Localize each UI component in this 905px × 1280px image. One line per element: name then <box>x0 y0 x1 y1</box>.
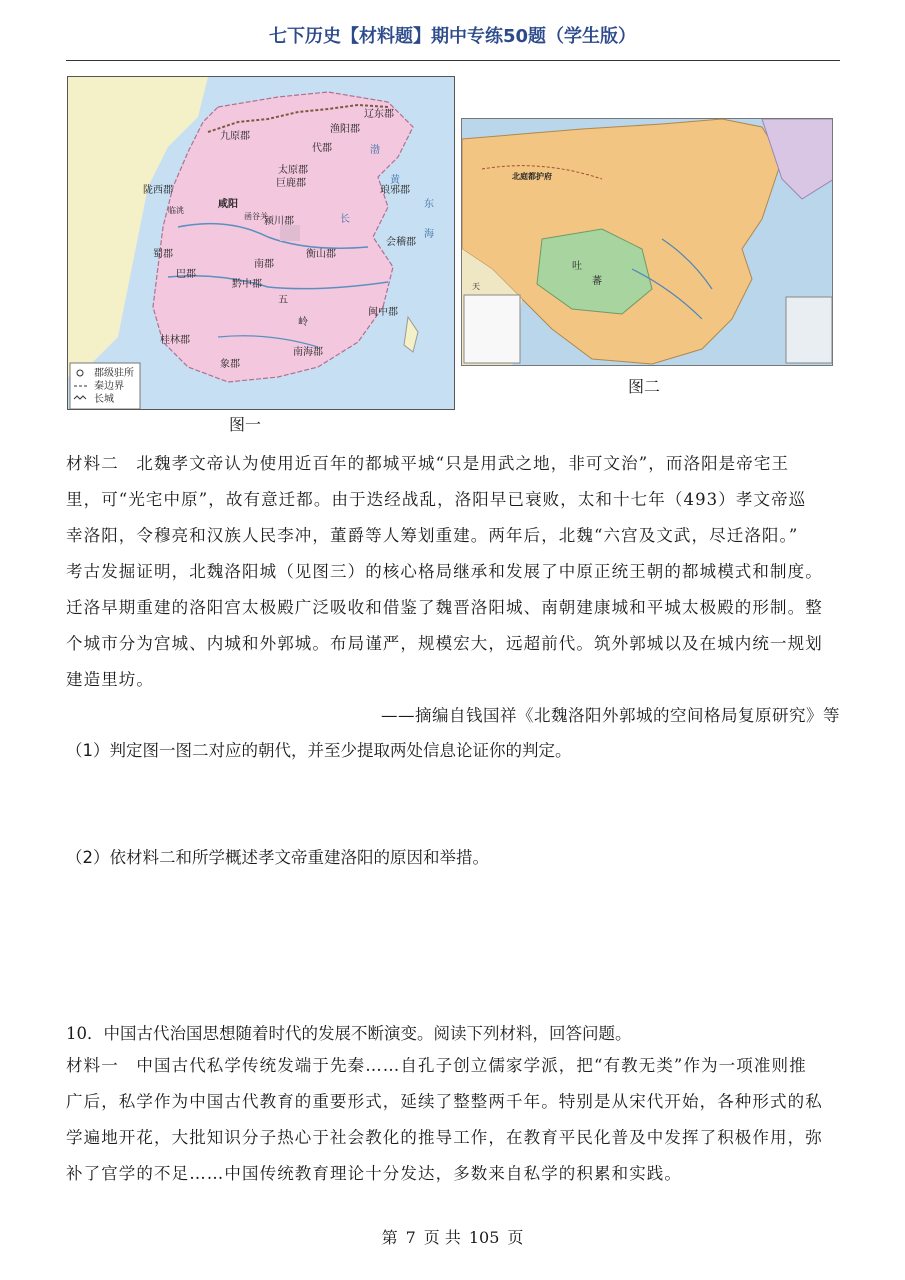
map1-label: 桂林郡 <box>160 335 190 346</box>
map1-label: 函谷关 <box>244 212 268 221</box>
map1-label: 南郡 <box>254 259 274 270</box>
map1-legend <box>70 363 140 409</box>
page-header-title: 七下历史【材料题】期中专练50题（学生版） <box>268 26 637 47</box>
question-10-stem: 10．中国古代治国思想随着时代的发展不断演变。阅读下列材料，回答问题。 <box>66 1024 632 1043</box>
footer-mid: 页 共 <box>423 1228 461 1247</box>
footer-page-number: 7 <box>405 1228 416 1247</box>
map1-label: 象郡 <box>220 359 240 370</box>
text-line: 材料一 中国古代私学传统发端于先秦……自孔子创立儒家学派，把“有教无类”作为一项准则推 <box>66 1056 807 1075</box>
map1-label: 南海郡 <box>293 347 323 358</box>
map1-label: 黔中郡 <box>232 279 262 290</box>
question-1: （1）判定图一图二对应的朝代，并至少提取两处信息论证你的判定。 <box>66 741 572 760</box>
footer-total-pages: 105 <box>468 1228 500 1247</box>
map2-label: 天 <box>472 282 480 291</box>
text-line: 学遍地开花，大批知识分子热心于社会教化的推导工作，在教育平民化普及中发挥了积极作用，弥 <box>66 1128 823 1147</box>
map1-label: 临洮 <box>168 206 184 215</box>
text-line: 里，可“光宅中原”，故有意迁都。由于迭经战乱，洛阳早已衰败，太和十七年（493）孝文帝巡 <box>66 490 807 509</box>
map1-label: 九原郡 <box>220 131 250 142</box>
text-line: 材料二 北魏孝文帝认为使用近百年的都城平城“只是用武之地，非可文治”，而洛阳是帝宅王 <box>66 454 790 473</box>
header-divider <box>66 60 840 61</box>
map1-label: 衡山郡 <box>306 249 336 260</box>
map1-label: 太原郡 <box>278 165 308 176</box>
figure2-tang-map <box>461 118 833 366</box>
question-2: （2）依材料二和所学概述孝文帝重建洛阳的原因和举措。 <box>66 848 489 867</box>
text-line: 幸洛阳，令穆亮和汉族人民李冲，董爵等人筹划重建。两年后，北魏“六宫及文武，尽迁洛阳。” <box>66 526 799 545</box>
footer-suffix: 页 <box>507 1228 524 1247</box>
map1-label: 陇西郡 <box>143 185 173 196</box>
text-line: 迁洛早期重建的洛阳宫太极殿广泛吸收和借鉴了魏晋洛阳城、南朝建康城和平城太极殿的形制。整 <box>66 598 823 617</box>
map1-label: 五 <box>278 295 288 306</box>
map1-label: 海 <box>424 229 434 240</box>
figure2-caption: 图二 <box>628 377 661 396</box>
material2-citation: ——摘编自钱国祥《北魏洛阳外郭城的空间格局复原研究》等 <box>381 706 840 725</box>
map2-label: 吐 <box>572 261 582 272</box>
map1-label: 闽中郡 <box>368 307 398 318</box>
map1-label: 东 <box>424 199 434 210</box>
material2-paragraph <box>66 446 840 698</box>
map2-label: 北庭都护府 <box>512 172 552 181</box>
text-line: 建造里坊。 <box>66 670 154 689</box>
map1-label: 渤 <box>370 145 380 156</box>
map2-label: 蕃 <box>592 276 602 287</box>
text-line: 个城市分为宫城、内城和外郭城。布局谨严，规模宏大，远超前代。筑外郭城以及在城内统一规划 <box>66 634 823 653</box>
question10-material1 <box>66 1048 840 1192</box>
text-line: 补了官学的不足……中国传统教育理论十分发达，多数来自私学的积累和实践。 <box>66 1164 682 1183</box>
legend-item: 郡级驻所 <box>94 368 134 379</box>
text-line: 考古发掘证明，北魏洛阳城（见图三）的核心格局继承和发展了中原正统王朝的都城模式和制度。 <box>66 562 823 581</box>
map1-label: 颍川郡 <box>264 216 294 227</box>
map1-label: 咸阳 <box>218 199 238 210</box>
map1-label: 巴郡 <box>176 269 196 280</box>
legend-item: 秦边界 <box>94 381 124 392</box>
map1-label: 代郡 <box>312 143 332 154</box>
map1-label: 岭 <box>298 317 308 328</box>
legend-item: 长城 <box>94 394 114 405</box>
map1-label: 渔阳郡 <box>330 124 360 135</box>
map1-label: 长 <box>340 214 350 225</box>
map1-label: 蜀郡 <box>153 249 173 260</box>
page-footer <box>0 1225 905 1248</box>
map1-label: 会稽郡 <box>386 237 416 248</box>
footer-prefix: 第 <box>381 1228 398 1247</box>
figure1-caption: 图一 <box>229 415 262 434</box>
map1-label: 巨鹿郡 <box>276 178 306 189</box>
map1-label: 琅邪郡 <box>380 185 410 196</box>
text-line: 广后，私学作为中国古代教育的重要形式，延续了整整两千年。特别是从宋代开始，各种形式的私 <box>66 1092 823 1111</box>
map1-label: 辽东郡 <box>364 109 394 120</box>
figure1-qin-map <box>67 76 455 410</box>
map1-label: 黄 <box>390 175 400 186</box>
